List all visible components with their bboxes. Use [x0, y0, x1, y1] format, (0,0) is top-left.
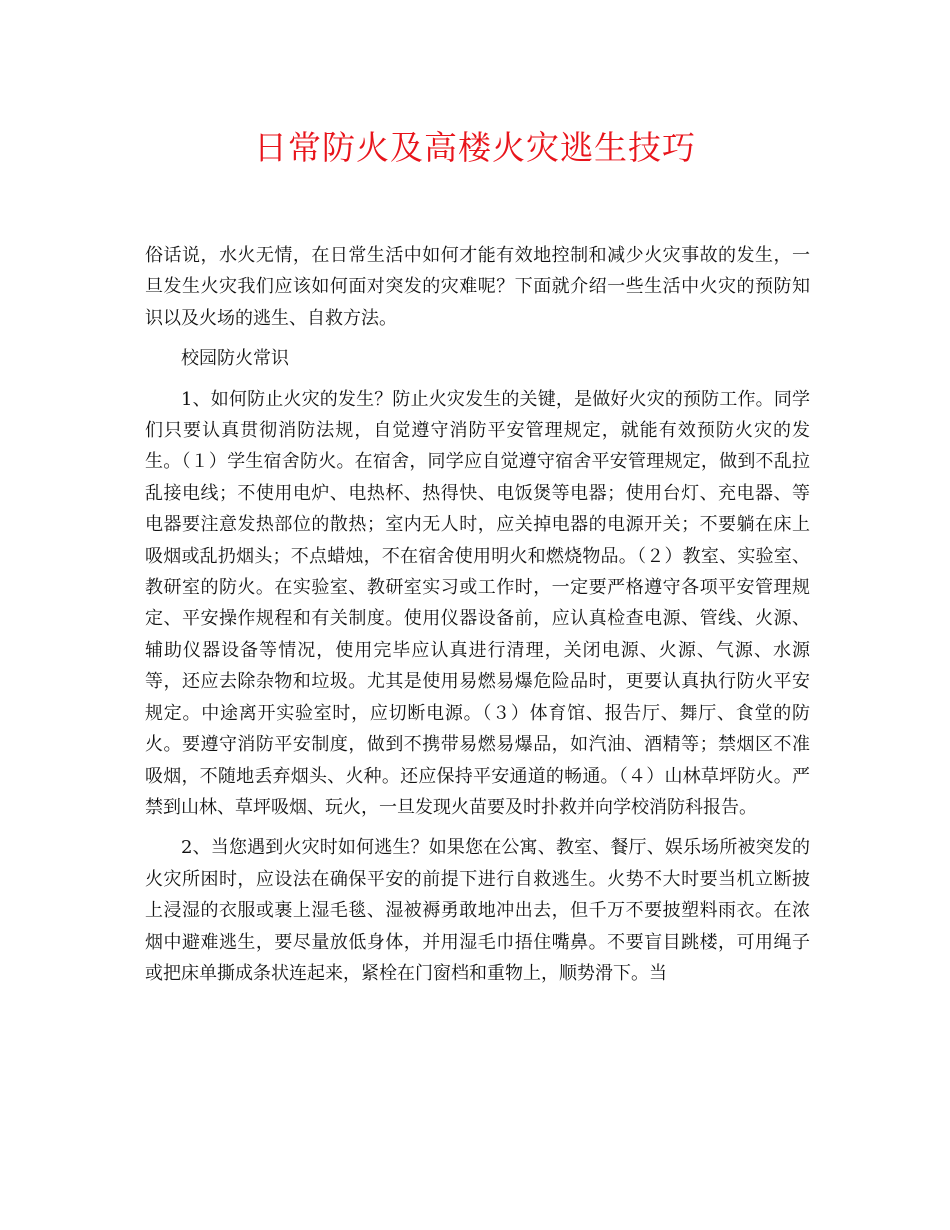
document-body — [145, 240, 810, 989]
document-title: 日常防火及高楼火灾逃生技巧 — [254, 128, 696, 167]
section-heading: 校园防火常识 — [181, 348, 289, 370]
fire-escape-paragraph: 2、当您遇到火灾时如何逃生？如果您在公寓、教室、餐厅、娱乐场所被突发的火灾所困时，应设法在确保平安的前提下进行自救逃生。火势不大时要当机立断披上浸湿的衣服或裹上湿毛毯、湿被褥勇敢地冲出去，但千万不要披塑料雨衣。在浓烟中避难逃生，要尽量放低身体，并用湿毛巾捂住嘴鼻。不要盲目跳楼，可用绳子或把床单撕成条状连起来，紧栓在门窗档和重物上，顺势滑下。当 — [145, 837, 810, 984]
fire-prevention-paragraph: 1、如何防止火灾的发生？防止火灾发生的关键，是做好火灾的预防工作。同学们只要认真贯彻消防法规，自觉遵守消防平安管理规定，就能有效预防火灾的发生。（１）学生宿舍防火。在宿舍，同学应自觉遵守宿舍平安管理规定，做到不乱拉乱接电线；不使用电炉、电热杯、热得快、电饭煲等电器；使用台灯、充电器、等电器要注意发热部位的散热；室内无人时，应关掉电器的电源开关；不要躺在床上吸烟或乱扔烟头；不点蜡烛，不在宿舍使用明火和燃烧物品。（２）教室、实验室、教研室的防火。在实验室、教研室实习或工作时，一定要严格遵守各项平安管理规定、平安操作规程和有关制度。使用仪器设备前，应认真检查电源、管线、火源、辅助仪器设备等情况，使用完毕应认真进行清理，关闭电源、火源、气源、水源等，还应去除杂物和垃圾。尤其是使用易燃易爆危险品时，更要认真执行防火平安规定。中途离开实验室时，应切断电源。（３）体育馆、报告厅、舞厅、食堂的防火。要遵守消防平安制度，做到不携带易燃易爆品，如汽油、酒精等；禁烟区不准吸烟，不随地丢弃烟头、火种。还应保持平安通道的畅通。（４）山林草坪防火。严禁到山林、草坪吸烟、玩火，一旦发现火苗要及时扑救并向学校消防科报告。 — [145, 388, 810, 818]
intro-paragraph: 俗话说，水火无情，在日常生活中如何才能有效地控制和减少火灾事故的发生，一旦发生火灾我们应该如何面对突发的灾难呢？下面就介绍一些生活中火灾的预防知识以及火场的逃生、自救方法。 — [145, 245, 810, 329]
